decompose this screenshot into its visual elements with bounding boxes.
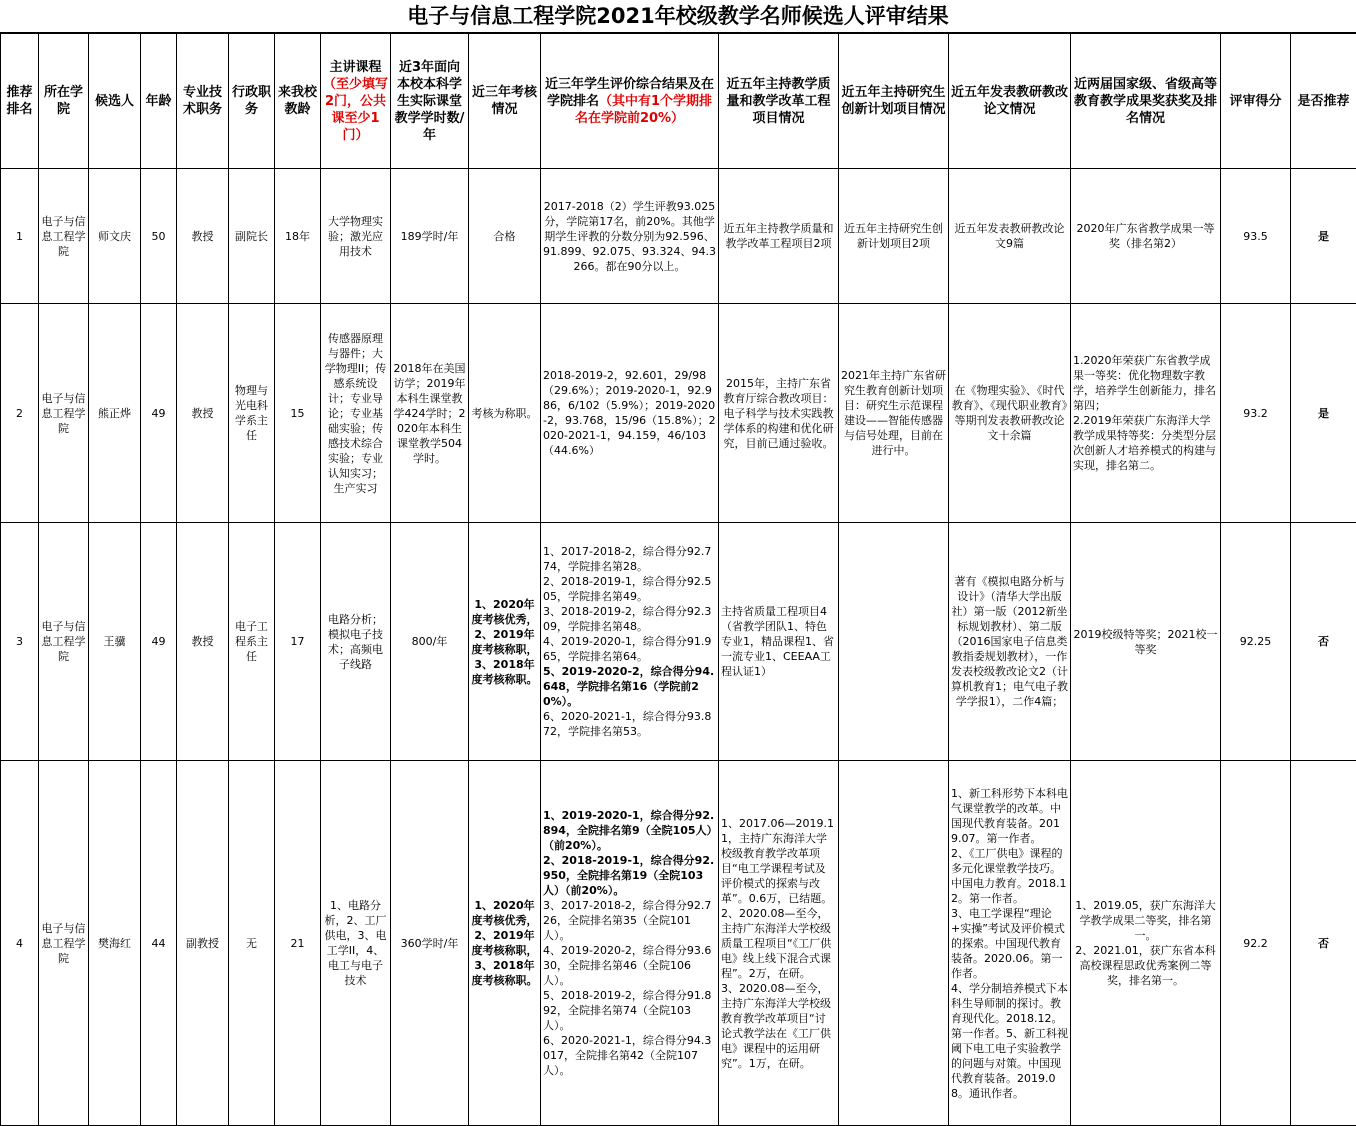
cell-hours: 189学时/年 bbox=[391, 169, 469, 304]
cell-courses: 传感器原理与器件；大学物理II；传感系统设计；专业导论；专业基础实验；传感技术综合实验；专业认知实习；生产实习 bbox=[321, 304, 391, 523]
cell-awards bbox=[1071, 761, 1221, 1126]
cell-age: 44 bbox=[141, 761, 177, 1126]
cell-score: 93.2 bbox=[1221, 304, 1291, 523]
cell-awards bbox=[1071, 523, 1221, 761]
cell-college: 电子与信息工程学院 bbox=[39, 169, 89, 304]
cell-age: 49 bbox=[141, 304, 177, 523]
cell-papers bbox=[949, 523, 1071, 761]
cell-score: 92.2 bbox=[1221, 761, 1291, 1126]
header-courses-note: （至少填写2门，公共课至少1门） bbox=[323, 77, 388, 143]
cell-assess bbox=[469, 304, 541, 523]
cell-years: 18年 bbox=[275, 169, 321, 304]
cell-awards-line: 2020年广东省教学成果一等奖（排名第2） bbox=[1073, 221, 1218, 251]
cell-awards-line: 2019校级特等奖；2021校一等奖 bbox=[1073, 627, 1218, 657]
header-age: 年龄 bbox=[141, 34, 177, 169]
cell-papers-line: 4、学分制培养模式下本科生导师制的探讨。教育现代化。2018.12。第一作者。5、新工科视阈下电工电子实验教学的问题与对策。中国现代教育装备。2019.08。通讯作者。 bbox=[951, 981, 1068, 1101]
cell-courses: 电路分析；模拟电子技术；高频电子线路 bbox=[321, 523, 391, 761]
cell-quality-line: 2、2020.08—至今，主持广东海洋大学校级质量工程项目“《工厂供电》线上线下混合式课程”。2万，在研。 bbox=[721, 906, 836, 981]
cell-quality-line: 主持省质量工程项目4（省教学团队1、特色专业1，精品课程1、省一流专业1、CEEAA工程认证1） bbox=[721, 604, 836, 679]
header-courses-main: 主讲课程 bbox=[329, 60, 381, 75]
cell-assess bbox=[469, 523, 541, 761]
cell-college: 电子与信息工程学院 bbox=[39, 523, 89, 761]
header-college: 所在学院 bbox=[39, 34, 89, 169]
page-title: 电子与信息工程学院2021年校级教学名师候选人评审结果 bbox=[0, 0, 1356, 33]
cell-eval-line: 2018-2019-2，92.601，29/98（29.6%）；2019-2020-1，92.986，6/102（5.9%）；2019-2020-2，93.768，15/96（15.8%）；2020-2021-1，94.159，46/103（44.6%） bbox=[543, 368, 716, 458]
cell-eval-line: 5、2019-2020-2，综合得分94.648，学院排名第16（学院前20%）。 bbox=[543, 664, 716, 709]
cell-admin: 副院长 bbox=[229, 169, 275, 304]
cell-assess-line: 考核为称职。 bbox=[471, 406, 538, 421]
table-row bbox=[1, 761, 1356, 1126]
cell-title: 副教授 bbox=[177, 761, 229, 1126]
cell-college: 电子与信息工程学院 bbox=[39, 304, 89, 523]
header-admin: 行政职务 bbox=[229, 34, 275, 169]
cell-papers-line: 2、《工厂供电》课程的多元化课堂教学技巧。中国电力教育。2018.12。第一作者。 bbox=[951, 846, 1068, 906]
cell-college: 电子与信息工程学院 bbox=[39, 761, 89, 1126]
cell-eval bbox=[541, 304, 719, 523]
cell-recommend: 是 bbox=[1291, 304, 1356, 523]
header-rank: 推荐排名 bbox=[1, 34, 39, 169]
cell-grad-line: 2021年主持广东省研究生教育创新计划项目：研究生示范课程建设——智能传感器与信号处理，目前在进行中。 bbox=[841, 368, 946, 458]
header-eval bbox=[541, 34, 719, 169]
cell-papers bbox=[949, 304, 1071, 523]
table-row bbox=[1, 169, 1356, 304]
cell-candidate: 熊正烨 bbox=[89, 304, 141, 523]
cell-rank: 2 bbox=[1, 304, 39, 523]
cell-awards-line: 2.2019年荣获广东海洋大学教学成果特等奖：分类型分层次创新人才培养模式的构建与实现，排名第二。 bbox=[1073, 413, 1218, 473]
cell-title: 教授 bbox=[177, 169, 229, 304]
cell-eval-line: 6、2020-2021-1，综合得分93.872，学院排名第53。 bbox=[543, 709, 716, 739]
cell-eval-line: 2017-2018（2）学生评教93.025分，学院第17名，前20%。其他学期学生评教的分数分别为92.596、91.899、92.075、93.324、94.3266。都在90分以上。 bbox=[543, 199, 716, 274]
cell-eval-line: 3、2017-2018-2，综合得分92.726，全院排名第35（全院101人）。 bbox=[543, 898, 716, 943]
cell-years: 17 bbox=[275, 523, 321, 761]
cell-eval-line: 2、2018-2019-1，综合得分92.505，学院排名第49。 bbox=[543, 574, 716, 604]
cell-assess bbox=[469, 761, 541, 1126]
cell-hours: 800/年 bbox=[391, 523, 469, 761]
cell-score: 92.25 bbox=[1221, 523, 1291, 761]
header-candidate: 候选人 bbox=[89, 34, 141, 169]
header-courses bbox=[321, 34, 391, 169]
cell-papers-line: 近五年发表教研教改论文9篇 bbox=[951, 221, 1068, 251]
header-title: 专业技术职务 bbox=[177, 34, 229, 169]
header-awards: 近两届国家级、省级高等教育教学成果奖获奖及排名情况 bbox=[1071, 34, 1221, 169]
cell-candidate: 师文庆 bbox=[89, 169, 141, 304]
cell-eval bbox=[541, 761, 719, 1126]
cell-assess-line: 1、2020年度考核优秀，2、2019年度考核称职，3、2018年度考核称职。 bbox=[471, 597, 538, 687]
cell-assess bbox=[469, 169, 541, 304]
cell-candidate: 王骥 bbox=[89, 523, 141, 761]
cell-awards-line: 1、2019.05，获广东海洋大学教学成果二等奖，排名第一。 bbox=[1073, 898, 1218, 943]
header-eval-note: （其中有1个学期排名在学院前20%） bbox=[575, 94, 712, 126]
cell-awards bbox=[1071, 169, 1221, 304]
header-years: 来我校教龄 bbox=[275, 34, 321, 169]
cell-papers bbox=[949, 761, 1071, 1126]
cell-rank: 1 bbox=[1, 169, 39, 304]
cell-eval-line: 4、2019-2020-1，综合得分91.965，学院排名第64。 bbox=[543, 634, 716, 664]
cell-eval-line: 1、2019-2020-1，综合得分92.894，全院排名第9（全院105人）（前20%）。 bbox=[543, 808, 716, 853]
header-quality: 近五年主持教学质量和教学改革工程项目情况 bbox=[719, 34, 839, 169]
cell-admin: 无 bbox=[229, 761, 275, 1126]
cell-quality-line: 1、2017.06—2019.11，主持广东海洋大学校级教育教学改革项目“电工学课程考试及评价模式的探索与改革”。0.6万，已结题。 bbox=[721, 816, 836, 906]
cell-eval-line: 6、2020-2021-1，综合得分94.3017，全院排名第42（全院107人）。 bbox=[543, 1033, 716, 1078]
header-recommend: 是否推荐 bbox=[1291, 34, 1356, 169]
cell-age: 50 bbox=[141, 169, 177, 304]
cell-grad bbox=[839, 304, 949, 523]
cell-admin: 电子工程系主任 bbox=[229, 523, 275, 761]
cell-score: 93.5 bbox=[1221, 169, 1291, 304]
cell-courses: 1、电路分析，2、工厂供电，3、电工学II，4、电工与电子技术 bbox=[321, 761, 391, 1126]
cell-eval-line: 4、2019-2020-2，综合得分93.630，全院排名第46（全院106人）。 bbox=[543, 943, 716, 988]
cell-assess-line: 合格 bbox=[471, 229, 538, 244]
table-row bbox=[1, 304, 1356, 523]
header-grad: 近五年主持研究生创新计划项目情况 bbox=[839, 34, 949, 169]
cell-grad bbox=[839, 523, 949, 761]
cell-courses: 大学物理实验；激光应用技术 bbox=[321, 169, 391, 304]
table-row bbox=[1, 523, 1356, 761]
cell-years: 15 bbox=[275, 304, 321, 523]
cell-title: 教授 bbox=[177, 523, 229, 761]
cell-quality bbox=[719, 304, 839, 523]
cell-years: 21 bbox=[275, 761, 321, 1126]
header-hours: 近3年面向本校本科学生实际课堂教学学时数/年 bbox=[391, 34, 469, 169]
cell-quality-line: 2015年，主持广东省教育厅综合教改项目：电子科学与技术实践教学体系的构建和优化研究，目前已通过验收。 bbox=[721, 376, 836, 451]
cell-admin: 物理与光电科学系主任 bbox=[229, 304, 275, 523]
cell-eval bbox=[541, 523, 719, 761]
cell-quality bbox=[719, 169, 839, 304]
cell-eval-line: 5、2018-2019-2，综合得分91.892，全院排名第74（全院103人）。 bbox=[543, 988, 716, 1033]
header-papers: 近五年发表教研教改论文情况 bbox=[949, 34, 1071, 169]
cell-grad bbox=[839, 761, 949, 1126]
cell-eval-line: 2、2018-2019-1，综合得分92.950，全院排名第19（全院103人）（前20%）。 bbox=[543, 853, 716, 898]
cell-recommend: 是 bbox=[1291, 169, 1356, 304]
cell-recommend: 否 bbox=[1291, 761, 1356, 1126]
header-assess: 近三年考核情况 bbox=[469, 34, 541, 169]
cell-awards-line: 1.2020年荣获广东省教学成果一等奖：优化物理数字教学，培养学生创新能力，排名第四； bbox=[1073, 353, 1218, 413]
cell-hours: 360学时/年 bbox=[391, 761, 469, 1126]
cell-grad-line: 近五年主持研究生创新计划项目2项 bbox=[841, 221, 946, 251]
header-row bbox=[1, 34, 1356, 169]
cell-quality bbox=[719, 523, 839, 761]
cell-assess-line: 1、2020年度考核优秀，2、2019年度考核称职，3、2018年度考核称职。 bbox=[471, 898, 538, 988]
cell-awards bbox=[1071, 304, 1221, 523]
cell-papers-line: 3、电工学课程“理论+实操”考试及评价模式的探索。中国现代教育装备。2020.06。第一作者。 bbox=[951, 906, 1068, 981]
cell-papers-line: 在《物理实验》、《时代教育》、《现代职业教育》等期刊发表教研教改论文十余篇 bbox=[951, 383, 1068, 443]
cell-hours: 2018年在美国访学；2019年本科生课堂教学424学时；2020年本科生课堂教学504学时。 bbox=[391, 304, 469, 523]
cell-candidate: 樊海红 bbox=[89, 761, 141, 1126]
review-results-table bbox=[0, 33, 1356, 1126]
cell-rank: 4 bbox=[1, 761, 39, 1126]
cell-title: 教授 bbox=[177, 304, 229, 523]
cell-eval-line: 1、2017-2018-2，综合得分92.774，学院排名第28。 bbox=[543, 544, 716, 574]
cell-age: 49 bbox=[141, 523, 177, 761]
cell-quality bbox=[719, 761, 839, 1126]
cell-quality-line: 近五年主持教学质量和教学改革工程项目2项 bbox=[721, 221, 836, 251]
cell-eval bbox=[541, 169, 719, 304]
header-eval-main: 近三年学生评价综合结果及在学院排名 bbox=[545, 77, 714, 109]
cell-eval-line: 3、2018-2019-2，综合得分92.309，学院排名第48。 bbox=[543, 604, 716, 634]
cell-papers-line: 著有《模拟电路分析与设计》（清华大学出版社）第一版（2012新坐标规划教材）、第二版（2016国家电子信息类教指委规划教材），一作发表校级教改论文2（计算机教育1；电气电子教学学报1），二作4篇； bbox=[951, 574, 1068, 709]
cell-papers-line: 1、新工科形势下本科电气课堂教学的改革。中国现代教育装备。2019.07。第一作者。 bbox=[951, 786, 1068, 846]
cell-grad bbox=[839, 169, 949, 304]
cell-rank: 3 bbox=[1, 523, 39, 761]
cell-recommend: 否 bbox=[1291, 523, 1356, 761]
cell-papers bbox=[949, 169, 1071, 304]
cell-awards-line: 2、2021.01，获广东省本科高校课程思政优秀案例二等奖，排名第一。 bbox=[1073, 943, 1218, 988]
header-score: 评审得分 bbox=[1221, 34, 1291, 169]
cell-quality-line: 3、2020.08—至今，主持广东海洋大学校级教育教学改革项目“讨论式教学法在《工厂供电》课程中的运用研究”。1万，在研。 bbox=[721, 981, 836, 1071]
